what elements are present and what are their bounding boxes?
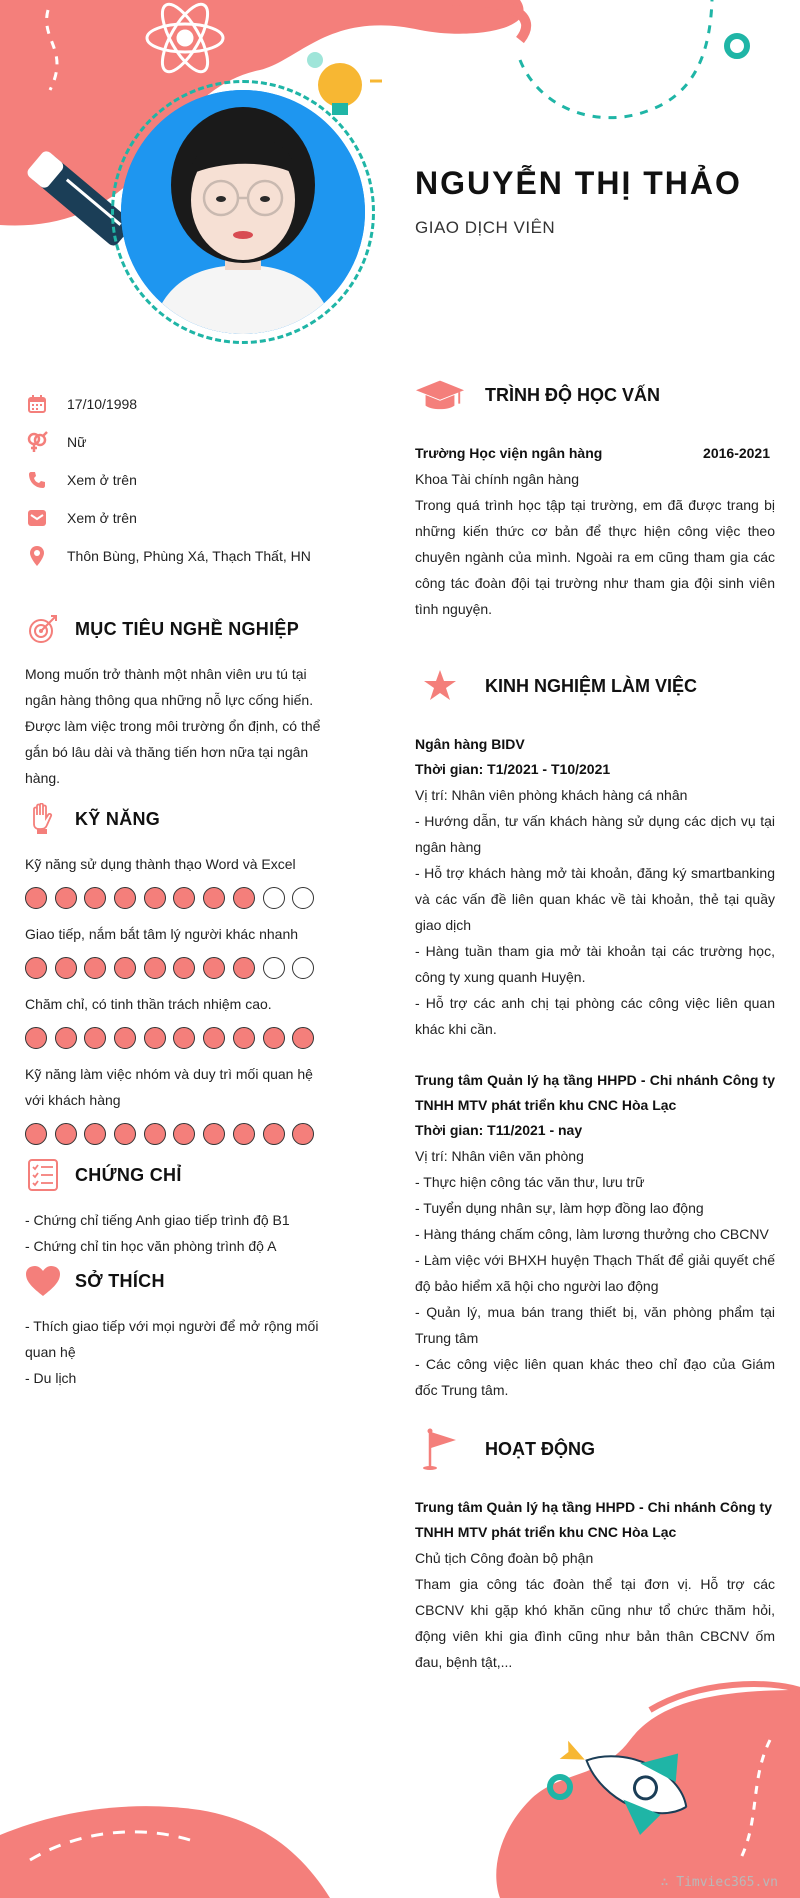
rating-dot-filled <box>203 1027 225 1049</box>
contact-text: Thôn Bùng, Phùng Xá, Thạch Thất, HN <box>67 548 311 564</box>
job-detail-line: Vị trí: Nhân viên phòng khách hàng cá nhân <box>415 787 688 803</box>
rating-dot-filled <box>144 1123 166 1145</box>
rating-dot-filled <box>292 1027 314 1049</box>
job-detail-line: - Hàng tháng chấm công, làm lương thưởng cho CBCNV <box>415 1226 769 1242</box>
contact-phone <box>25 461 325 499</box>
flag-icon <box>415 1429 465 1469</box>
rating-dot-filled <box>55 1123 77 1145</box>
target-icon <box>25 611 61 647</box>
education-school: Trường Học viện ngân hàng <box>415 445 603 461</box>
hobby-item: - Thích giao tiếp với mọi người để mở rộng mối quan hệ <box>25 1318 319 1360</box>
rating-dot-filled <box>144 957 166 979</box>
certificates-header <box>25 1157 325 1193</box>
graduation-cap-icon <box>415 375 465 415</box>
skill-rating <box>25 1027 325 1049</box>
job-time: Thời gian: T11/2021 - nay <box>415 1122 583 1138</box>
contact-text: Nữ <box>67 434 87 450</box>
avatar <box>121 90 365 334</box>
rating-dot-empty <box>292 957 314 979</box>
contact-text: Xem ở trên <box>67 472 137 488</box>
rating-dot-filled <box>84 1123 106 1145</box>
rating-dot-filled <box>173 1123 195 1145</box>
rating-dot-filled <box>263 1123 285 1145</box>
star-icon <box>415 666 465 706</box>
activities-title: HOẠT ĐỘNG <box>485 1438 595 1459</box>
contact-birthdate <box>25 385 325 423</box>
rating-dot-filled <box>233 887 255 909</box>
contact-text: Xem ở trên <box>67 510 137 526</box>
skill-rating <box>25 1123 325 1145</box>
job-detail-line: - Hỗ trợ các anh chị tại phòng các công việc liên quan khác khi cần. <box>415 995 775 1037</box>
rating-dot-filled <box>55 887 77 909</box>
rating-dot-filled <box>173 1027 195 1049</box>
candidate-job-title: GIAO DỊCH VIÊN <box>415 218 556 237</box>
contact-email <box>25 499 325 537</box>
skill-rating <box>25 887 325 909</box>
calendar-icon <box>25 392 49 416</box>
rating-dot-filled <box>233 957 255 979</box>
job-detail-line: - Làm việc với BHXH huyện Thạch Thất để giải quyết chế độ bảo hiểm xã hội cho người lao động <box>415 1252 775 1294</box>
rating-dot-filled <box>203 887 225 909</box>
rating-dot-filled <box>114 1123 136 1145</box>
rating-dot-filled <box>55 957 77 979</box>
rating-dot-filled <box>144 1027 166 1049</box>
heart-icon <box>25 1263 61 1299</box>
job-detail-line: - Thực hiện công tác văn thư, lưu trữ <box>415 1174 645 1190</box>
location-pin-icon <box>25 544 49 568</box>
experience-title: KINH NGHIỆM LÀM VIỆC <box>485 675 698 696</box>
rating-dot-filled <box>25 887 47 909</box>
job-detail-line: - Hỗ trợ khách hàng mở tài khoản, đăng ký smartbanking và các vấn đề liên quan khác về tài khoản, thẻ tại quầy giao dịch <box>415 865 775 933</box>
objective-header <box>25 611 325 647</box>
rating-dot-filled <box>263 1027 285 1049</box>
rating-dot-empty <box>263 887 285 909</box>
rating-dot-filled <box>25 1027 47 1049</box>
certificates-title: CHỨNG CHỈ <box>75 1164 182 1185</box>
education-title: TRÌNH ĐỘ HỌC VẤN <box>485 384 660 405</box>
rating-dot-filled <box>84 1027 106 1049</box>
job-detail-line: - Hàng tuần tham gia mở tài khoản tại các trường học, công ty xung quanh Huyện. <box>415 943 775 985</box>
experience-header <box>415 666 775 706</box>
activities-organization: Trung tâm Quản lý hạ tầng HHPD - Chi nhánh Công ty TNHH MTV phát triển khu CNC Hòa Lạc <box>415 1499 772 1540</box>
skills-title: KỸ NĂNG <box>75 808 161 829</box>
job-detail-line: Vị trí: Nhân viên văn phòng <box>415 1148 584 1164</box>
education-faculty: Khoa Tài chính ngân hàng <box>415 471 579 487</box>
phone-icon <box>25 468 49 492</box>
skill-label: Kỹ năng làm việc nhóm và duy trì mối quan hệ với khách hàng <box>25 1066 313 1108</box>
activities-description: Tham gia công tác đoàn thể tại đơn vị. Hỗ trợ các CBCNV khi gặp khó khăn cũng như tổ chức thăm hỏi, động viên khi gia đình cũng như bản thân CBCNV ốm đau, bệnh tật,... <box>415 1576 775 1670</box>
education-years: 2016-2021 <box>703 445 770 461</box>
education-header <box>415 375 775 415</box>
contact-address <box>25 537 325 575</box>
certificate-item: - Chứng chỉ tin học văn phòng trình độ A <box>25 1238 277 1254</box>
job-detail-line: - Tuyển dụng nhân sự, làm hợp đồng lao động <box>415 1200 704 1216</box>
rating-dot-filled <box>25 957 47 979</box>
rating-dot-filled <box>203 957 225 979</box>
skill-rating <box>25 957 325 979</box>
profile-photo <box>121 90 365 334</box>
email-icon <box>25 506 49 530</box>
gender-icon <box>25 430 49 454</box>
skills-header <box>25 801 325 837</box>
job-detail-line: - Quản lý, mua bán trang thiết bị, văn phòng phẩm tại Trung tâm <box>415 1304 775 1346</box>
left-column <box>25 385 325 1391</box>
skill-label: Kỹ năng sử dụng thành thạo Word và Excel <box>25 856 296 872</box>
right-column <box>415 375 775 1675</box>
skills-list <box>25 851 325 1145</box>
rating-dot-filled <box>25 1123 47 1145</box>
rating-dot-filled <box>114 1027 136 1049</box>
hand-icon <box>25 801 61 837</box>
rating-dot-filled <box>84 887 106 909</box>
rating-dot-filled <box>233 1123 255 1145</box>
certificate-item: - Chứng chỉ tiếng Anh giao tiếp trình độ B1 <box>25 1212 290 1228</box>
activities-header <box>415 1429 775 1469</box>
contact-gender <box>25 423 325 461</box>
objective-title: MỤC TIÊU NGHỀ NGHIỆP <box>75 618 300 639</box>
job-company: Ngân hàng BIDV <box>415 736 525 752</box>
job-detail-line: - Các công việc liên quan khác theo chỉ đạo của Giám đốc Trung tâm. <box>415 1356 775 1398</box>
job-time: Thời gian: T1/2021 - T10/2021 <box>415 761 611 777</box>
job-detail-line: - Hướng dẫn, tư vấn khách hàng sử dụng các dịch vụ tại ngân hàng <box>415 813 775 855</box>
rating-dot-filled <box>173 957 195 979</box>
rating-dot-empty <box>292 887 314 909</box>
watermark: ∴ Timviec365.vn <box>660 1875 778 1890</box>
hobbies-title: SỞ THÍCH <box>75 1270 165 1291</box>
rating-dot-filled <box>144 887 166 909</box>
rating-dot-filled <box>55 1027 77 1049</box>
hobbies-header <box>25 1263 325 1299</box>
profile-photo-frame <box>111 80 375 344</box>
skill-label: Chăm chỉ, có tinh thần trách nhiệm cao. <box>25 996 272 1012</box>
education-school-row <box>415 441 770 466</box>
job-entry <box>415 1068 775 1403</box>
objective-text: Mong muốn trở thành một nhân viên ưu tú tại ngân hàng thông qua những nỗ lực cống hiến. Được làm việc trong môi trường ổn định, có thể gắn bó lâu dài và thăng tiến hơn nữa tại ngân hàng. <box>25 666 321 786</box>
rating-dot-filled <box>114 887 136 909</box>
rating-dot-filled <box>292 1123 314 1145</box>
rating-dot-filled <box>114 957 136 979</box>
hobby-item: - Du lịch <box>25 1370 77 1386</box>
job-company: Trung tâm Quản lý hạ tầng HHPD - Chi nhánh Công ty TNHH MTV phát triển khu CNC Hòa Lạc <box>415 1072 775 1113</box>
job-entry <box>415 732 775 1042</box>
activities-role: Chủ tịch Công đoàn bộ phận <box>415 1550 594 1566</box>
rating-dot-filled <box>84 957 106 979</box>
education-description: Trong quá trình học tập tại trường, em đã được trang bị những kiến thức cơ bản để thực hiện công việc theo chuyên ngành của mình. Ngoài ra em cũng tham gia các công tác đoàn đội tại trường như tham gia đội sinh viên tình nguyện. <box>415 497 775 617</box>
contact-text: 17/10/1998 <box>67 396 138 412</box>
contact-list <box>25 385 325 575</box>
candidate-name: NGUYỄN THỊ THẢO <box>415 165 742 201</box>
rating-dot-filled <box>203 1123 225 1145</box>
rating-dot-filled <box>233 1027 255 1049</box>
jobs-list <box>415 732 775 1403</box>
rating-dot-empty <box>263 957 285 979</box>
checklist-icon <box>25 1157 61 1193</box>
rating-dot-filled <box>173 887 195 909</box>
skill-label: Giao tiếp, nắm bắt tâm lý người khác nhanh <box>25 926 299 942</box>
